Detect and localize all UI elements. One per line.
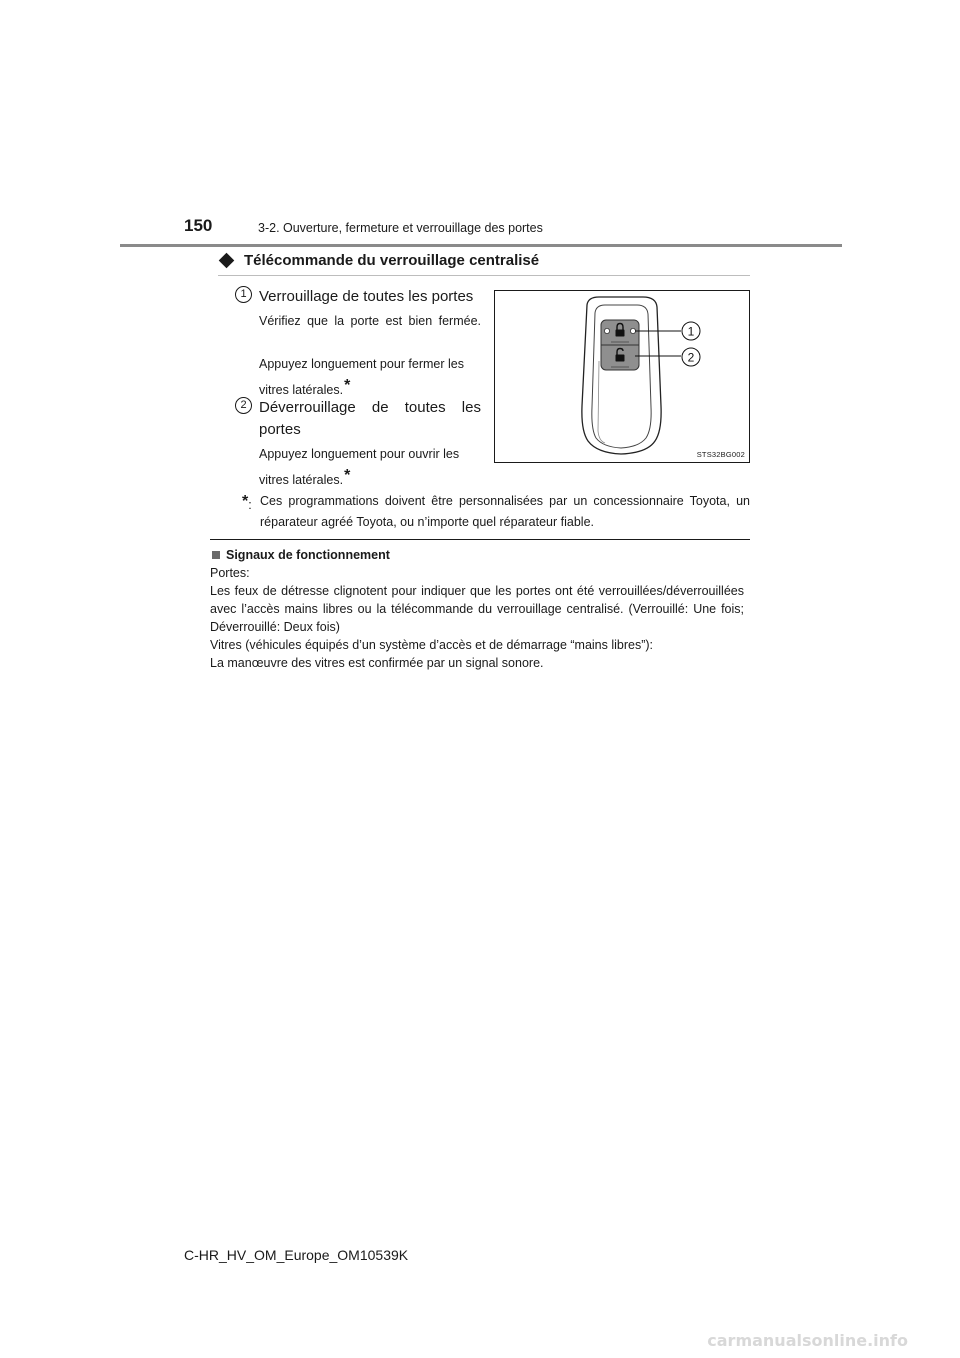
windows-label: Vitres (véhicules équipés d’un système d’accès et de démarrage “mains libres”): xyxy=(210,638,654,652)
header-rule xyxy=(120,244,842,247)
doors-text: Les feux de détresse clignotent pour indiquer que les portes ont été verrouillées/déverrouillées avec l’accès mains libres ou la télécommande du verrouillage centralisé. (Verrouillé: Une fois; Déverrouillé: Deux fois) xyxy=(210,584,744,634)
item-1-body-2: Appuyez longuement pour fermer les vitres latérales.* xyxy=(259,357,464,397)
footnote-row xyxy=(242,491,750,533)
item-1-title: Verrouillage de toutes les portes xyxy=(259,288,474,305)
item-2-number-badge: 2 xyxy=(235,397,252,414)
sub-heading-text: Télécommande du verrouillage centralisé xyxy=(244,252,540,269)
diamond-bullet-icon xyxy=(219,253,235,269)
document-code: C-HR_HV_OM_Europe_OM10539K xyxy=(184,1247,409,1263)
signals-section xyxy=(210,548,744,672)
remote-key-figure xyxy=(494,290,750,463)
windows-text: La manœuvre des vitres est confirmée par un signal sonore. xyxy=(210,656,544,670)
footnote-star: * xyxy=(344,377,351,394)
item-1-body-1: Vérifiez que la porte est bien fermée. xyxy=(259,314,481,328)
callout-2: 2 xyxy=(687,350,695,365)
section-title: 3-2. Ouverture, fermeture et verrouillage des portes xyxy=(258,221,543,235)
callout-1: 1 xyxy=(687,324,695,339)
doors-label: Portes: xyxy=(210,566,250,580)
square-bullet-icon xyxy=(212,551,220,559)
footnote-mark: *: xyxy=(242,493,252,512)
signals-heading: Signaux de fonctionnement xyxy=(210,548,744,562)
page-number: 150 xyxy=(184,216,213,235)
figure-code: STS32BG002 xyxy=(696,450,745,459)
footnote-star: * xyxy=(344,467,351,484)
item-1-number-badge: 1 xyxy=(235,286,252,303)
footnote xyxy=(242,491,750,533)
item-2-body: Appuyez longuement pour ouvrir les vitres latérales.* xyxy=(259,447,460,487)
footnote-text: Ces programmations doivent être personnalisées par un concessionnaire Toyota, un réparateur agréé Toyota, ou n’importe quel réparateur fiable. xyxy=(260,494,750,529)
sub-heading xyxy=(218,252,539,269)
section-divider xyxy=(210,539,750,540)
sub-heading-rule xyxy=(218,275,750,276)
remote-key-illustration xyxy=(495,291,749,462)
item-2-title: Déverrouillage de toutes les portes xyxy=(259,399,481,438)
watermark: carmanualsonline.info xyxy=(707,1331,908,1350)
